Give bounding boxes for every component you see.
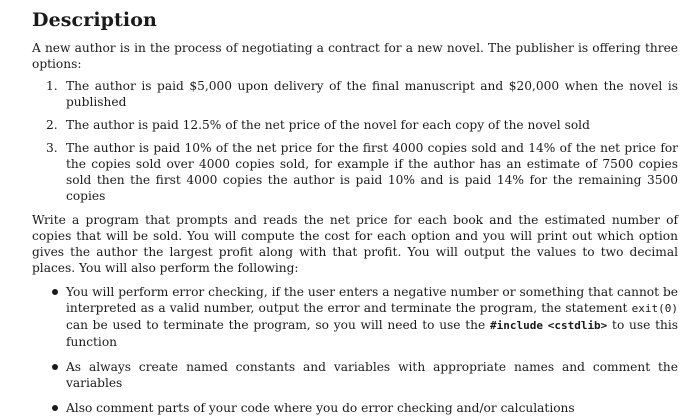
error-check-text-2: can be used to terminate the program, so you will need to use the: [66, 318, 490, 332]
intro-paragraph: A new author is in the process of negotiating a contract for a new novel. The publisher is offering three options:: [32, 41, 678, 71]
constants-text: As always create named constants and variables with appropriate names and comment the variables: [66, 360, 678, 390]
option-number: 1.: [46, 79, 58, 93]
option-text: The author is paid 10% of the net price for the first 4000 copies sold and 14% of the net price for the copies sold over 4000 copies sold, for example if the author has an estimate of 7500 copies sold then the first 4000 copies the author is paid 10% and is paid 14% for the remaining 3500 copies: [66, 141, 678, 203]
requirement-item-error-checking: [32, 284, 678, 350]
option-number: 2.: [46, 118, 58, 132]
bullet-icon: [52, 364, 58, 370]
task-paragraph: Write a program that prompts and reads the net price for each book and the estimated number of copies that will be sold. You will compute the cost for each option and you will print out which option gives the author the largest profit along with that profit. You will output the values to two decimal places. You will also perform the following:: [32, 213, 678, 275]
exit-code: exit(0): [631, 302, 678, 315]
option-item: [32, 117, 678, 133]
options-list: [32, 78, 678, 204]
comments-text: Also comment parts of your code where you do error checking and/or calculations: [66, 401, 575, 415]
option-text: The author is paid $5,000 upon delivery of the final manuscript and $20,000 when the novel is published: [66, 79, 678, 109]
requirement-item-constants: [32, 359, 678, 391]
cstdlib-code: <cstdlib>: [547, 319, 608, 332]
option-text: The author is paid 12.5% of the net price of the novel for each copy of the novel sold: [66, 118, 590, 132]
option-number: 3.: [46, 141, 58, 155]
include-code: #include: [489, 319, 543, 332]
requirements-list: [32, 284, 678, 416]
description-heading: Description: [32, 9, 157, 31]
bullet-icon: [52, 289, 58, 295]
error-check-text-4: to use this function: [66, 318, 678, 349]
bullet-icon: [52, 405, 58, 411]
option-item: [32, 140, 678, 204]
error-check-text-1: You will perform error checking, if the user enters a negative number or something that cannot be interpreted as a valid number, output the error and terminate the program, the statement: [66, 285, 678, 315]
option-item: [32, 78, 678, 110]
